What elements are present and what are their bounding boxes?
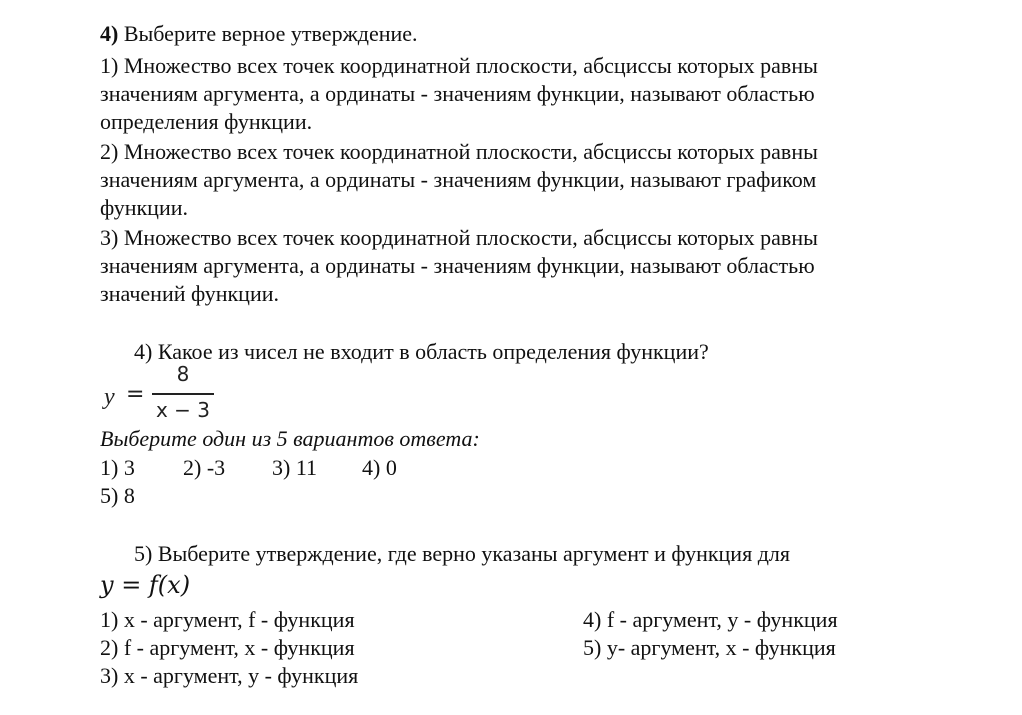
question-1-line-1: 1) Множество всех точек координатной плоскости, абсциссы которых равны <box>100 53 818 78</box>
formula-denominator: x − 3 <box>155 398 211 422</box>
question-1-line-5: значениям аргумента, а ординаты - значениям функции, называют графиком <box>100 167 817 192</box>
formula-lhs: y <box>104 384 115 410</box>
question-3-option-3: 3) x - аргумент, y - функция <box>100 663 359 688</box>
question-2-option-5: 5) 8 <box>100 483 135 508</box>
formula-numerator: 8 <box>176 362 190 386</box>
question-2-option-2: 2) -3 <box>183 455 226 480</box>
question-3-title: 5) Выберите утверждение, где верно указаны аргумент и функция для <box>134 541 790 566</box>
question-2-option-4: 4) 0 <box>362 455 397 480</box>
question-1-line-7: 3) Множество всех точек координатной плоскости, абсциссы которых равны <box>100 225 818 250</box>
question-1-line-2: значениям аргумента, а ординаты - значениям функции, называют областью <box>100 81 815 106</box>
question-2-instruction: Выберите один из 5 вариантов ответа: <box>100 426 480 451</box>
question-2-title: 4) Какое из чисел не входит в область определения функции? <box>134 339 709 364</box>
question-1-line-6: функции. <box>100 195 188 220</box>
question-3-option-2: 2) f - аргумент, x - функция <box>100 635 355 660</box>
question-3-option-1: 1) x - аргумент, f - функция <box>100 607 355 632</box>
function-formula: y = f(x) <box>100 571 191 599</box>
question-1-line-9: значений функции. <box>100 281 279 306</box>
question-1-line-8: значениям аргумента, а ординаты - значениям функции, называют областью <box>100 253 815 278</box>
question-1-number: 4) <box>100 21 119 46</box>
question-3-option-5: 5) y- аргумент, x - функция <box>583 635 836 660</box>
formula-equals: = <box>126 382 145 407</box>
question-1-line-4: 2) Множество всех точек координатной плоскости, абсциссы которых равны <box>100 139 818 164</box>
fraction-bar <box>152 393 214 395</box>
question-3-option-4: 4) f - аргумент, y - функция <box>583 607 838 632</box>
question-2-option-1: 1) 3 <box>100 455 135 480</box>
question-1-title-line <box>100 20 418 48</box>
question-2-option-3: 3) 11 <box>272 455 318 480</box>
question-1-title: Выберите верное утверждение. <box>118 21 418 46</box>
question-1-line-3: определения функции. <box>100 109 313 134</box>
